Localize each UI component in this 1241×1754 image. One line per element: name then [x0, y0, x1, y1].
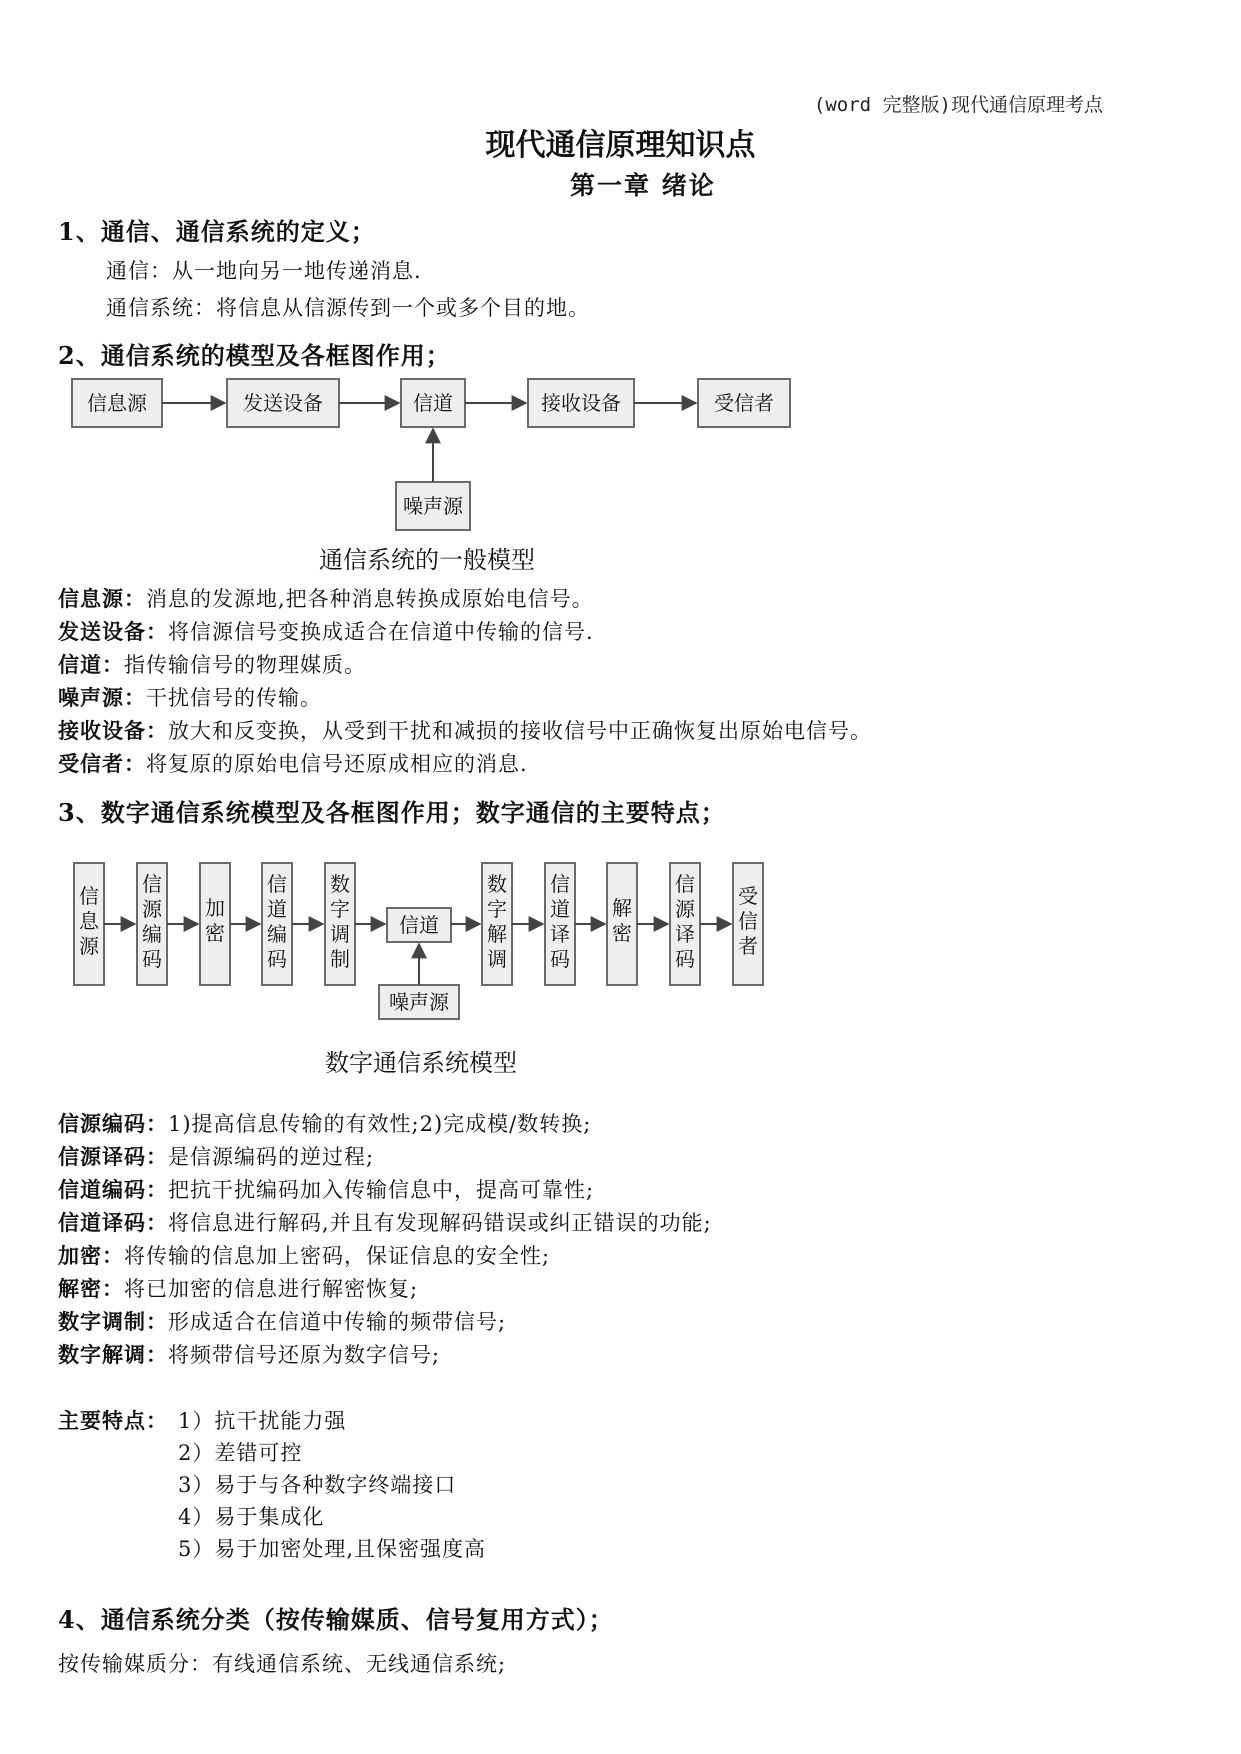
definition-communication: 通信：从一地向另一地传递消息. [106, 259, 422, 283]
svg-text:数: 数 [487, 872, 507, 896]
section-4-heading: 4、通信系统分类（按传输媒质、信号复用方式）； [58, 1605, 614, 1634]
svg-text:信道: 信道 [413, 391, 453, 415]
svg-text:者: 者 [738, 934, 758, 958]
svg-text:码: 码 [675, 947, 695, 971]
svg-text:发送设备: 发送设备 [243, 391, 323, 415]
svg-text:息: 息 [79, 909, 99, 933]
svg-text:数: 数 [330, 872, 350, 896]
svg-text:信: 信 [267, 872, 287, 896]
box-channel [401, 379, 465, 427]
features-label: 主要特点： [58, 1408, 168, 1433]
def-source-decoding: 信源译码：是信源编码的逆过程; [58, 1144, 375, 1169]
box-source-decoding [670, 863, 700, 985]
svg-text:密: 密 [205, 921, 225, 945]
def-destination: 受信者：将复原的原始电信号还原成相应的消息. [58, 751, 528, 776]
svg-text:道: 道 [550, 897, 570, 921]
box-destination [733, 863, 763, 985]
feature-item: 2）差错可控 [178, 1441, 303, 1465]
box-channel-encoding [262, 863, 292, 985]
def-decryption: 解密：将已加密的信息进行解密恢复; [58, 1276, 419, 1301]
feature-item: 4）易于集成化 [178, 1505, 325, 1529]
def-digital-modulation: 数字调制：形成适合在信道中传输的频带信号; [58, 1309, 507, 1334]
def-channel-encoding: 信道编码：把抗干扰编码加入传输信息中，提高可靠性; [58, 1177, 595, 1202]
box-information-source [74, 863, 104, 985]
svg-text:道: 道 [267, 897, 287, 921]
svg-text:译: 译 [675, 922, 695, 946]
svg-text:源: 源 [675, 897, 695, 921]
svg-text:编: 编 [142, 922, 162, 946]
def-transmitter: 发送设备：将信源信号变换成适合在信道中传输的信号. [58, 619, 594, 644]
classification-by-medium: 按传输媒质分：有线通信系统、无线通信系统; [58, 1652, 507, 1676]
svg-text:信: 信 [550, 872, 570, 896]
feature-item: 5）易于加密处理,且保密强度高 [178, 1537, 487, 1561]
svg-text:码: 码 [142, 947, 162, 971]
box-digital-demodulation [482, 863, 512, 985]
svg-text:信: 信 [79, 884, 99, 908]
svg-text:加: 加 [205, 896, 225, 920]
box-information-source [72, 379, 162, 427]
def-encryption: 加密：将传输的信息加上密码，保证信息的安全性; [58, 1243, 551, 1268]
svg-text:信道: 信道 [399, 913, 439, 937]
svg-text:噪声源: 噪声源 [389, 990, 449, 1014]
def-channel-decoding: 信道译码：将信息进行解码,并且有发现解码错误或纠正错误的功能; [58, 1210, 712, 1235]
svg-text:源: 源 [79, 934, 99, 958]
box-encryption [200, 863, 230, 985]
box-destination [698, 379, 790, 427]
feature-item: 1）抗干扰能力强 [178, 1409, 347, 1433]
svg-text:受信者: 受信者 [714, 391, 774, 415]
svg-text:调: 调 [330, 922, 350, 946]
box-digital-modulation [325, 863, 355, 985]
svg-text:信息源: 信息源 [87, 391, 147, 415]
definition-communication-system: 通信系统：将信息从信源传到一个或多个目的地。 [106, 296, 590, 320]
chapter-heading: 第一章 绪论 [570, 171, 716, 200]
page-header: (word 完整版)现代通信原理考点 [813, 94, 1103, 116]
document-title: 现代通信原理知识点 [485, 128, 756, 163]
svg-text:解: 解 [487, 922, 507, 946]
box-source-encoding [137, 863, 167, 985]
svg-text:信: 信 [142, 872, 162, 896]
svg-text:解: 解 [612, 896, 632, 920]
def-digital-demodulation: 数字解调：将频带信号还原为数字信号; [58, 1342, 441, 1367]
box-receiver [528, 379, 634, 427]
box-transmitter [227, 379, 339, 427]
svg-text:码: 码 [550, 947, 570, 971]
svg-text:编: 编 [267, 922, 287, 946]
section-2-heading: 2、通信系统的模型及各框图作用； [58, 341, 451, 370]
svg-text:受: 受 [738, 884, 758, 908]
box-channel-decoding [545, 863, 575, 985]
general-model-caption: 通信系统的一般模型 [319, 546, 535, 574]
digital-model-caption: 数字通信系统模型 [325, 1049, 517, 1077]
def-information-source: 信息源：消息的发源地,把各种消息转换成原始电信号。 [58, 586, 594, 611]
svg-text:信: 信 [738, 909, 758, 933]
svg-text:字: 字 [330, 897, 350, 921]
section-3-heading: 3、数字通信系统模型及各框图作用；数字通信的主要特点； [58, 798, 726, 827]
feature-item: 3）易于与各种数字终端接口 [178, 1473, 457, 1497]
svg-text:信: 信 [675, 872, 695, 896]
box-decryption [607, 863, 637, 985]
section-1-heading: 1、通信、通信系统的定义； [58, 217, 376, 246]
def-source-encoding: 信源编码：1)提高信息传输的有效性;2)完成模/数转换; [58, 1111, 592, 1136]
svg-text:译: 译 [550, 922, 570, 946]
svg-text:密: 密 [612, 921, 632, 945]
box-noise-source [379, 985, 459, 1019]
svg-text:接收设备: 接收设备 [541, 391, 621, 415]
svg-text:源: 源 [142, 897, 162, 921]
def-channel: 信道：指传输信号的物理媒质。 [58, 652, 366, 677]
svg-text:码: 码 [267, 947, 287, 971]
svg-text:调: 调 [487, 947, 507, 971]
def-noise-source: 噪声源：干扰信号的传输。 [58, 685, 322, 710]
svg-text:字: 字 [487, 897, 507, 921]
box-channel [387, 908, 451, 942]
def-receiver: 接收设备：放大和反变换，从受到干扰和减损的接收信号中正确恢复出原始电信号。 [58, 718, 872, 743]
svg-text:制: 制 [330, 947, 350, 971]
box-noise-source [396, 482, 470, 530]
svg-text:噪声源: 噪声源 [403, 494, 463, 518]
